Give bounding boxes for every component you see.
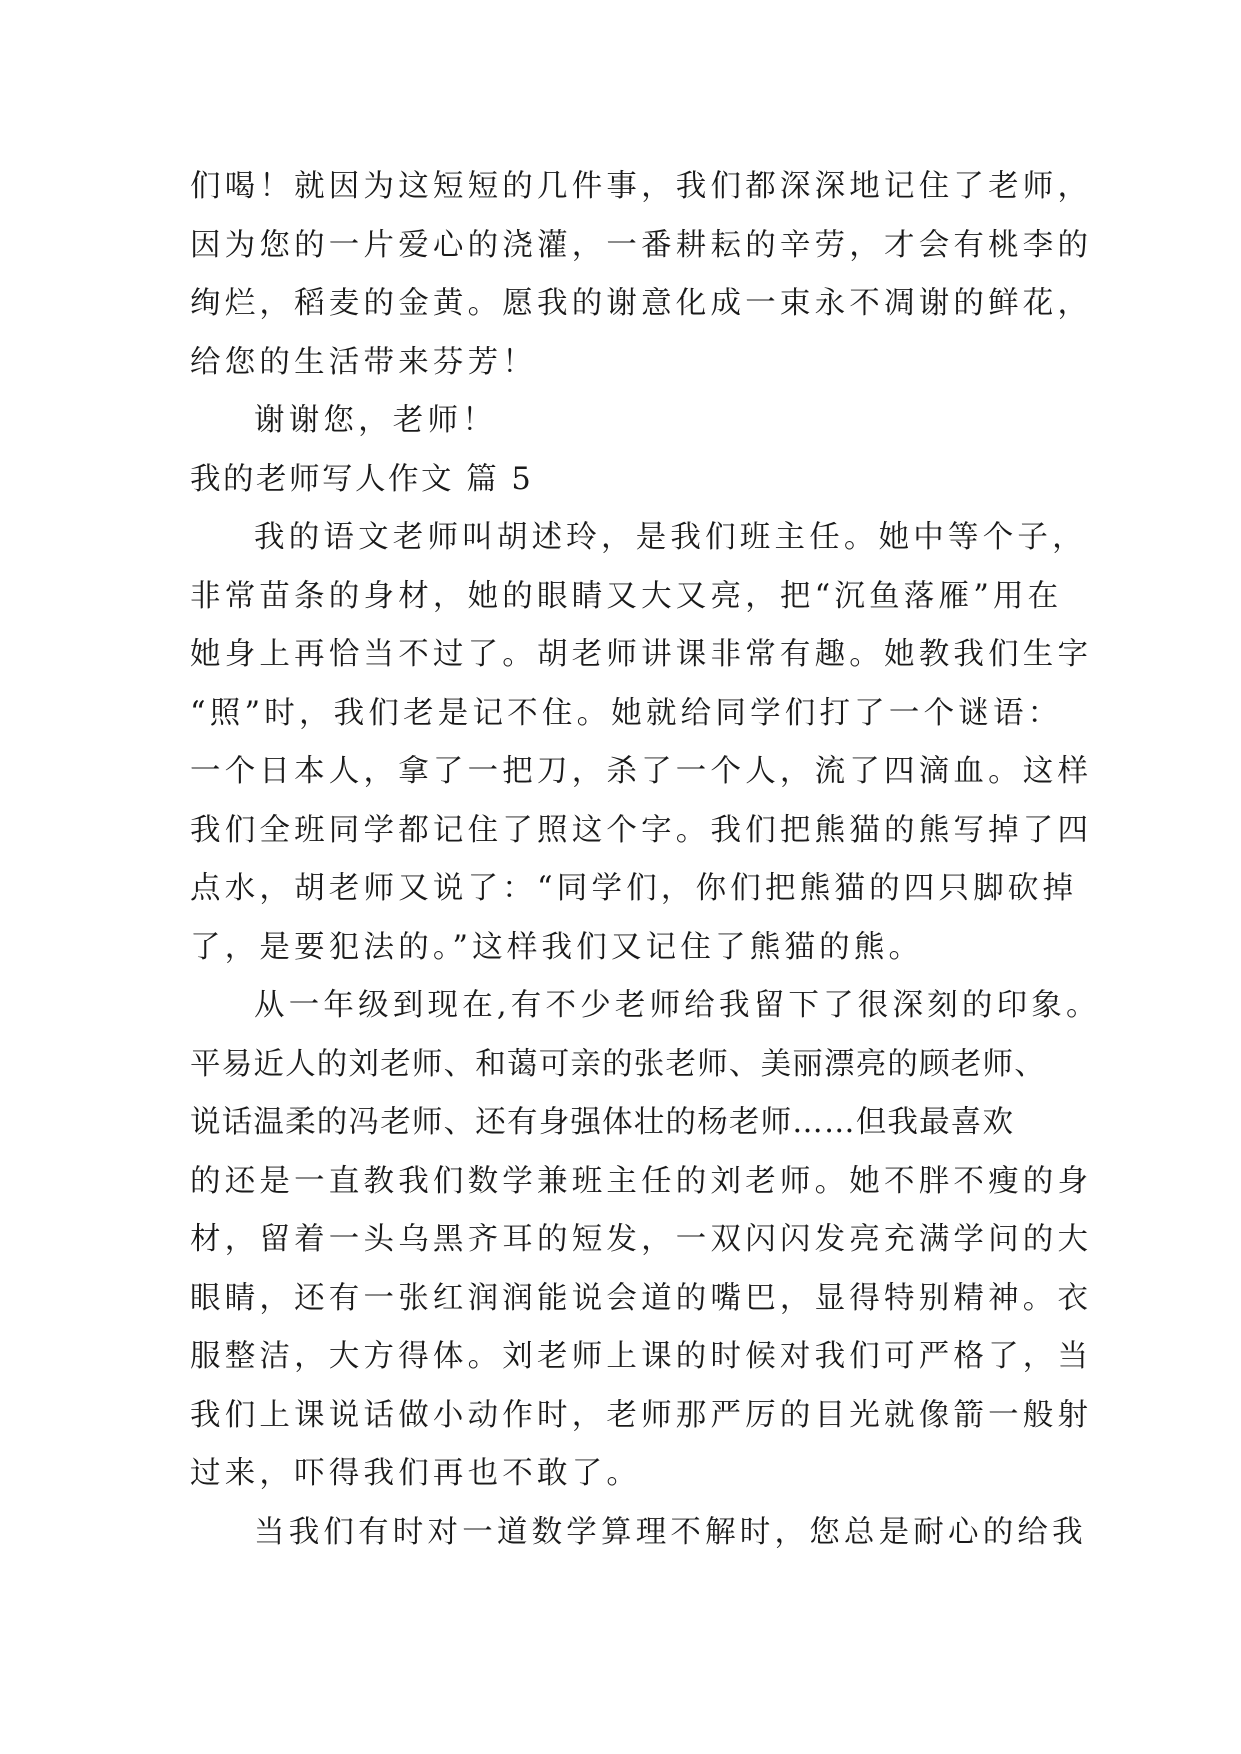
- text-line: 了，是要犯法的。”这样我们又记住了熊猫的熊。: [190, 929, 924, 965]
- text-line: 谢谢您，老师！: [254, 403, 497, 438]
- text-line: 她身上再恰当不过了。胡老师讲课非常有趣。她教我们生字: [190, 637, 1093, 672]
- text-line: 们喝！就因为这短短的几件事，我们都深深地记住了老师，: [190, 169, 1093, 204]
- text-line: 我们全班同学都记住了照这个字。我们把熊猫的熊写掉了四: [190, 812, 1093, 848]
- text-line: 从一年级到现在,有不少老师给我留下了很深刻的印象。: [254, 988, 1101, 1023]
- text-line: “照”时，我们老是记不住。她就给同学们打了一个谜语：: [190, 695, 1063, 731]
- section-heading: 我的老师写人作文 篇 5: [190, 461, 534, 497]
- text-line: 当我们有时对一道数学算理不解时，您总是耐心的给我: [254, 1514, 1087, 1550]
- text-line: 说话温柔的冯老师、还有身强体壮的杨老师……但我最喜欢: [190, 1105, 1015, 1140]
- text-line: 绚烂，稻麦的金黄。愿我的谢意化成一束永不凋谢的鲜花，: [190, 286, 1093, 321]
- text-line: 过来，吓得我们再也不敢了。: [190, 1456, 642, 1491]
- text-line: 一个日本人，拿了一把刀，杀了一个人，流了四滴血。这样: [190, 754, 1093, 789]
- text-line: 点水，胡老师又说了：“同学们，你们把熊猫的四只脚砍掉: [190, 871, 1078, 906]
- text-line: 服整洁，大方得体。刘老师上课的时候对我们可严格了，当: [190, 1339, 1093, 1374]
- text-line: 眼睛，还有一张红润润能说会道的嘴巴，显得特别精神。衣: [190, 1280, 1093, 1316]
- text-line: 因为您的一片爱心的浇灌，一番耕耘的辛劳，才会有桃李的: [190, 227, 1093, 263]
- text-line: 的还是一直教我们数学兼班主任的刘老师。她不胖不瘦的身: [190, 1163, 1093, 1199]
- text-line: 非常苗条的身材，她的眼睛又大又亮，把“沉鱼落雁”用在: [190, 578, 1063, 614]
- document-body: [190, 158, 1101, 1562]
- text-line: 给您的生活带来芬芳！: [190, 344, 537, 380]
- text-line: 平易近人的刘老师、和蔼可亲的张老师、美丽漂亮的顾老师、: [190, 1046, 1046, 1082]
- text-line: 我的语文老师叫胡述玲，是我们班主任。她中等个子，: [254, 520, 1087, 555]
- text-line: 我们上课说话做小动作时，老师那严厉的目光就像箭一般射: [190, 1397, 1093, 1433]
- text-line: 材，留着一头乌黑齐耳的短发，一双闪闪发亮充满学问的大: [190, 1222, 1093, 1257]
